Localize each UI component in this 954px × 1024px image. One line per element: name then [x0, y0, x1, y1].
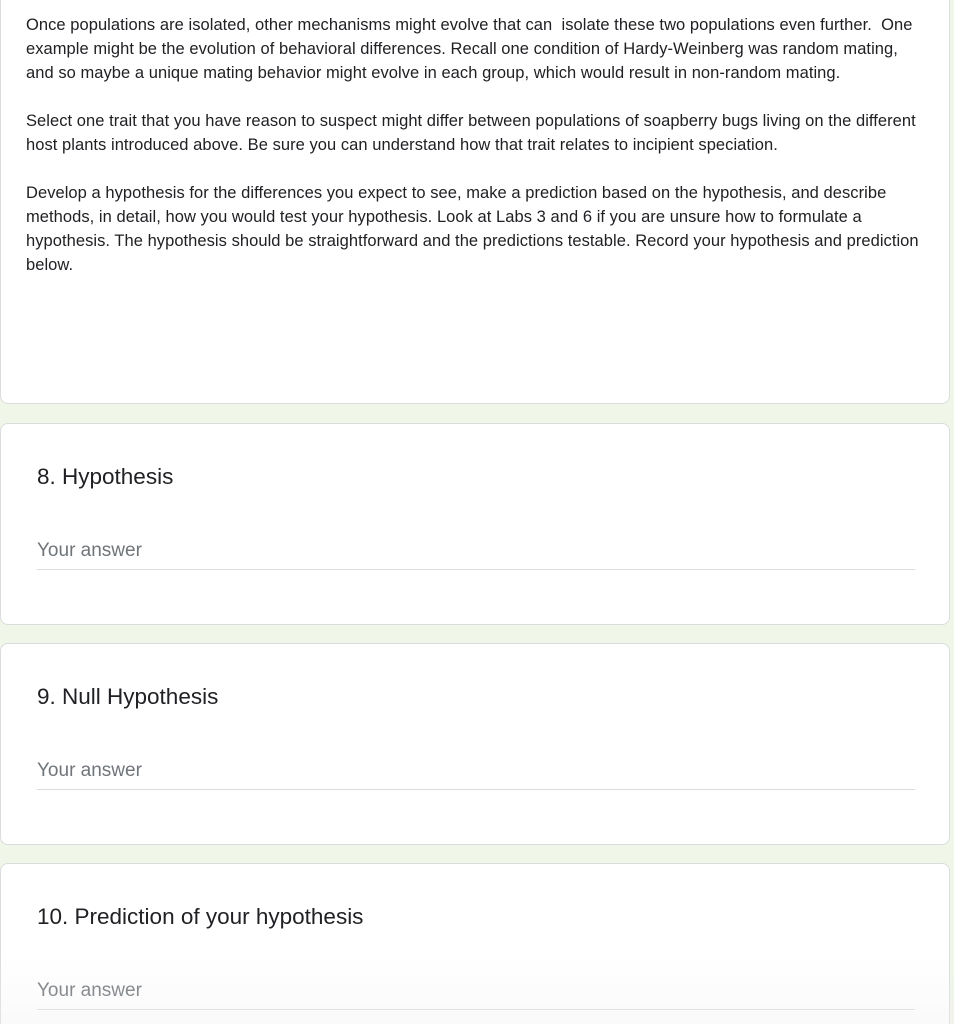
question-card-hypothesis [0, 423, 950, 625]
description-paragraph: Select one trait that you have reason to suspect might differ between populations of soapberry bugs living on the different host plants introduced above. Be sure you can understand how that trait relates to incipient speciation. [26, 112, 921, 154]
null-hypothesis-answer-input[interactable] [37, 760, 915, 790]
question-title: 8. Hypothesis [37, 464, 174, 489]
section-description-card [0, 0, 950, 404]
question-title: 9. Null Hypothesis [37, 684, 219, 709]
description-paragraph: Develop a hypothesis for the differences you expect to see, make a prediction based on the hypothesis, and describe methods, in detail, how you would test your hypothesis. Look at Labs 3 and 6 if you are unsure how to formulate a hypothesis. The hypothesis should be straightforward and the predictions testable. Record your hypothesis and prediction below. [26, 184, 924, 274]
question-card-null-hypothesis [0, 643, 950, 845]
description-paragraph: Once populations are isolated, other mechanisms might evolve that can isolate these two populations even further. One example might be the evolution of behavioral differences. Recall one condition of Hardy-Weinberg was random mating, and so maybe a unique mating behavior might evolve in each group, which would result in non-random mating. [26, 16, 918, 82]
question-card-prediction [0, 863, 950, 1024]
hypothesis-answer-input[interactable] [37, 540, 915, 570]
prediction-answer-input[interactable] [37, 980, 915, 1010]
question-title: 10. Prediction of your hypothesis [37, 904, 364, 929]
